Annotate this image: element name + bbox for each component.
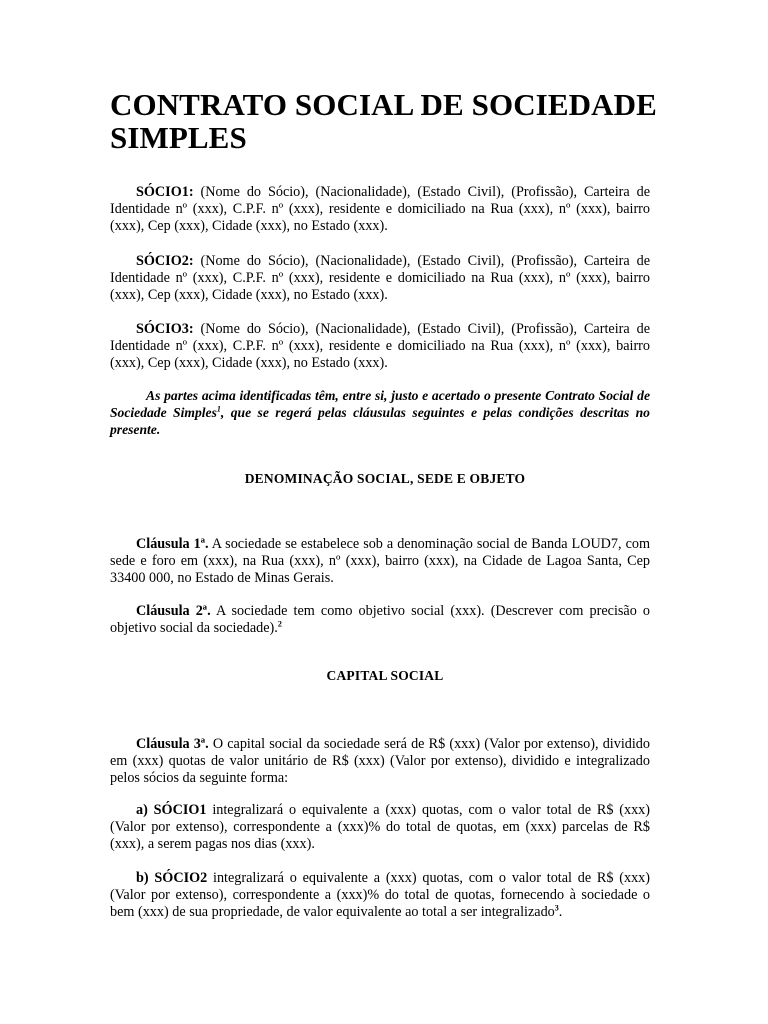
socio1-paragraph <box>110 184 650 235</box>
socio1-text: (Nome do Sócio), (Nacionalidade), (Estado Civil), (Profissão), Carteira de Identidade nº (xxx), C.P.F. nº (xxx), residente e domiciliado na Rua (xxx), nº (xxx), bairro (xxx), Cep (xxx), Cidade (xxx), no Estado (xxx). <box>110 184 650 234</box>
socio3-label: SÓCIO3: <box>136 321 194 337</box>
clausula3-paragraph <box>110 736 650 787</box>
partes-text-before: As partes acima identificadas têm, entre si, justo e acertado o presente Contrato Social de Sociedade Simples <box>110 388 650 420</box>
clausula1-paragraph <box>110 536 650 587</box>
item-a-label: a) SÓCIO1 <box>136 802 207 818</box>
clausula2-paragraph <box>110 603 650 637</box>
footnote-2-marker[interactable]: 2 <box>277 619 282 629</box>
socio3-paragraph <box>110 321 650 372</box>
partes-paragraph <box>110 387 650 438</box>
clausula2-text: A sociedade tem como objetivo social (xxx). (Descrever com precisão o objetivo social da sociedade). <box>110 603 650 636</box>
footnote-3-marker[interactable]: 3 <box>554 903 559 913</box>
section-heading-capital: CAPITAL SOCIAL <box>326 668 444 683</box>
section-heading-denominacao: DENOMINAÇÃO SOCIAL, SEDE E OBJETO <box>244 471 526 486</box>
clausula2-label: Cláusula 2ª. <box>136 603 211 619</box>
clausula3-label: Cláusula 3ª. <box>136 736 209 752</box>
item-b-paragraph <box>110 870 650 921</box>
socio2-paragraph <box>110 253 650 304</box>
clausula3-text: O capital social da sociedade será de R$ (xxx) (Valor por extenso), dividido em (xxx) quotas de valor unitário de R$ (xxx) (Valor por extenso), dividido e integralizado pelos sócios da seguinte forma: <box>110 736 650 786</box>
clausula1-label: Cláusula 1ª. <box>136 536 209 552</box>
socio2-text: (Nome do Sócio), (Nacionalidade), (Estado Civil), (Profissão), Carteira de Identidade nº (xxx), C.P.F. nº (xxx), residente e domiciliado na Rua (xxx), nº (xxx), bairro (xxx), Cep (xxx), Cidade (xxx), no Estado (xxx). <box>110 253 650 303</box>
footnote-1-marker[interactable]: 1 <box>216 404 221 414</box>
partes-text-after: , que se regerá pelas cláusulas seguintes e pelas condições descritas no presente. <box>110 405 650 437</box>
item-b-end: . <box>558 904 563 920</box>
item-a-paragraph <box>110 802 650 853</box>
socio3-text: (Nome do Sócio), (Nacionalidade), (Estado Civil), (Profissão), Carteira de Identidade nº (xxx), C.P.F. nº (xxx), residente e domiciliado na Rua (xxx), nº (xxx), bairro (xxx), Cep (xxx), Cidade (xxx), no Estado (xxx). <box>110 321 650 371</box>
document-title: CONTRATO SOCIAL DE SOCIEDADE SIMPLES <box>110 87 657 155</box>
socio2-label: SÓCIO2: <box>136 253 194 269</box>
item-a-text: integralizará o equivalente a (xxx) quotas, com o valor total de R$ (xxx) (Valor por extenso), correspondente a (xxx)% do total de quotas, em (xxx) parcelas de R$ (xxx), a serem pagas nos dias (xxx). <box>110 802 650 852</box>
socio1-label: SÓCIO1: <box>136 184 194 200</box>
item-b-text: integralizará o equivalente a (xxx) quotas, com o valor total de R$ (xxx) (Valor por extenso), correspondente a (xxx)% do total de quotas, fornecendo à sociedade o bem (xxx) de sua propriedade, de valor equivalente ao total a ser integralizado <box>110 870 651 920</box>
item-b-label: b) SÓCIO2 <box>136 870 208 886</box>
clausula1-text: A sociedade se estabelece sob a denominação social de Banda LOUD7, com sede e foro em (xxx), na Rua (xxx), nº (xxx), bairro (xxx), na Cidade de Lagoa Santa, Cep 33400 000, no Estado de Minas Gerais. <box>110 536 650 586</box>
